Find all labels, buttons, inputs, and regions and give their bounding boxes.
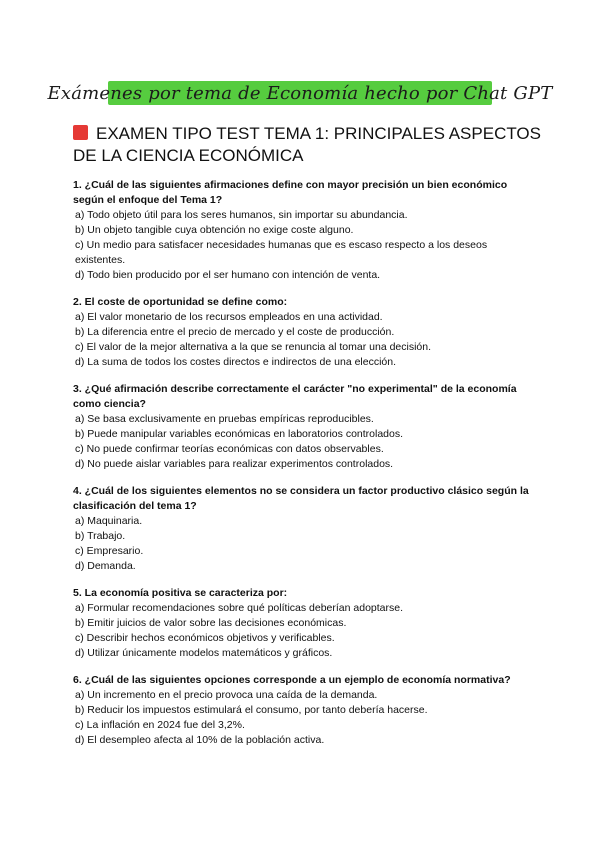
question-text: 3. ¿Qué afirmación describe correctamente el carácter "no experimental" de la economía como ciencia? (73, 383, 517, 410)
question-6 (73, 673, 533, 748)
exam-title (73, 123, 543, 167)
option-b: b) La diferencia entre el precio de mercado y el coste de producción. (75, 326, 395, 338)
option-a: a) Un incremento en el precio provoca una caída de la demanda. (75, 689, 378, 701)
question-2 (73, 295, 533, 370)
option-b: b) Un objeto tangible cuya obtención no exige coste alguno. (75, 224, 354, 236)
question-4 (73, 484, 533, 574)
option-c: c) Describir hechos económicos objetivos y verificables. (75, 632, 335, 644)
question-3 (73, 382, 533, 472)
option-c: c) No puede confirmar teorías económicas con datos observables. (75, 443, 384, 455)
option-c: c) La inflación en 2024 fue del 3,2%. (75, 719, 245, 731)
option-b: b) Puede manipular variables económicas en laboratorios controlados. (75, 428, 404, 440)
option-d: d) Utilizar únicamente modelos matemáticos y gráficos. (75, 647, 333, 659)
option-d: d) La suma de todos los costes directos e indirectos de una elección. (75, 356, 397, 368)
option-a: a) Todo objeto útil para los seres humanos, sin importar su abundancia. (75, 209, 408, 221)
banner-text: Exámenes por tema de Economía hecho por Chat GPT (47, 82, 553, 104)
question-text: 1. ¿Cuál de las siguientes afirmaciones define con mayor precisión un bien económico según el enfoque del Tema 1? (73, 179, 508, 206)
option-d: d) Demanda. (75, 560, 136, 572)
option-b: b) Trabajo. (75, 530, 126, 542)
exam-title-text: EXAMEN TIPO TEST TEMA 1: PRINCIPALES ASPECTOS DE LA CIENCIA ECONÓMICA (73, 124, 541, 165)
red-square-icon (73, 125, 88, 140)
question-text: 4. ¿Cuál de los siguientes elementos no se considera un factor productivo clásico según la clasificación del tema 1? (73, 485, 529, 512)
question-1 (73, 178, 533, 283)
option-c: c) El valor de la mejor alternativa a la que se renuncia al tomar una decisión. (75, 341, 432, 353)
option-c: c) Empresario. (75, 545, 144, 557)
document-banner (47, 78, 553, 108)
option-c: c) Un medio para satisfacer necesidades humanas que es escaso respecto a los deseos existentes. (75, 239, 488, 266)
option-a: a) Formular recomendaciones sobre qué políticas deberían adoptarse. (75, 602, 404, 614)
question-5 (73, 586, 533, 661)
option-b: b) Reducir los impuestos estimulará el consumo, por tanto debería hacerse. (75, 704, 428, 716)
question-text: 2. El coste de oportunidad se define como: (73, 296, 288, 308)
option-a: a) El valor monetario de los recursos empleados en una actividad. (75, 311, 383, 323)
option-a: a) Se basa exclusivamente en pruebas empíricas reproducibles. (75, 413, 374, 425)
option-b: b) Emitir juicios de valor sobre las decisiones económicas. (75, 617, 347, 629)
question-list (73, 178, 533, 760)
question-text: 5. La economía positiva se caracteriza por: (73, 587, 288, 599)
option-a: a) Maquinaria. (75, 515, 143, 527)
option-d: d) El desempleo afecta al 10% de la población activa. (75, 734, 325, 746)
question-text: 6. ¿Cuál de las siguientes opciones corresponde a un ejemplo de economía normativa? (73, 674, 511, 686)
option-d: d) No puede aislar variables para realizar experimentos controlados. (75, 458, 394, 470)
option-d: d) Todo bien producido por el ser humano con intención de venta. (75, 269, 381, 281)
